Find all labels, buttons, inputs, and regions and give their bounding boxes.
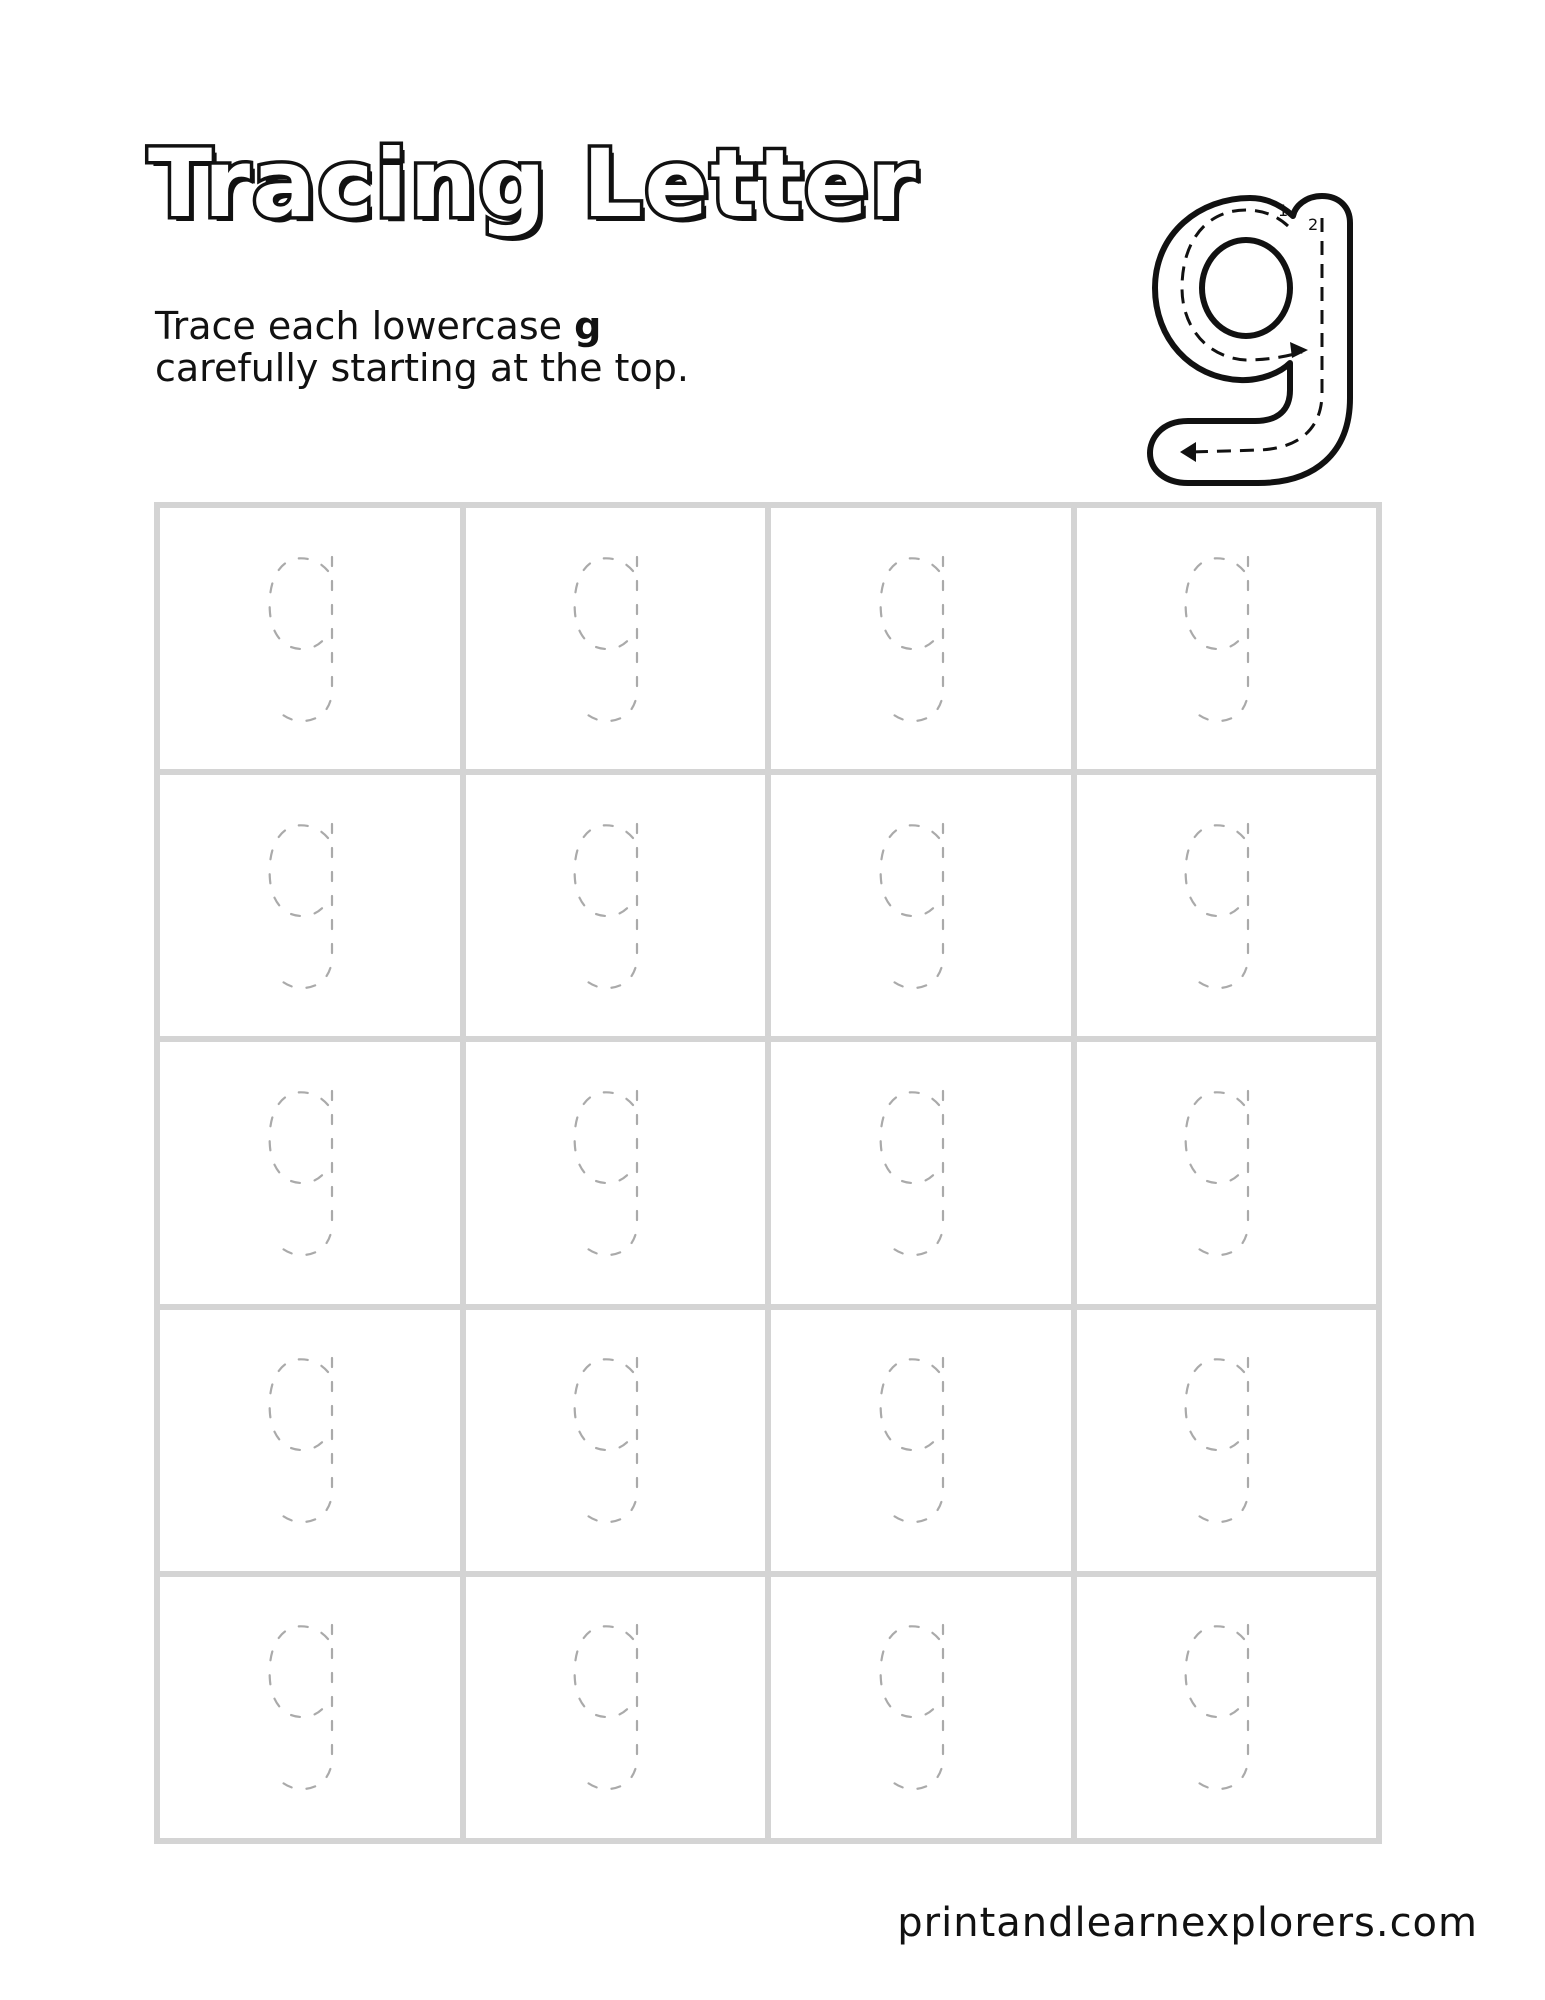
instructions-letter: g [574,304,602,348]
instructions [155,305,689,389]
trace-cell[interactable] [463,1574,769,1841]
trace-cell[interactable] [1074,1574,1380,1841]
instructions-line-1 [155,305,689,347]
footer-website: printandlearnexplorers.com [897,1900,1478,1946]
dashed-letter-g-icon [871,1350,961,1530]
trace-cell[interactable] [1074,505,1380,772]
dashed-letter-g-icon [871,816,961,996]
trace-cell[interactable] [157,1574,463,1841]
dashed-letter-g-icon [260,1617,350,1797]
dashed-letter-g-icon [260,816,350,996]
model-letter-g-icon [1140,178,1380,488]
dashed-letter-g-icon [565,1617,655,1797]
trace-cell[interactable] [157,772,463,1039]
dashed-letter-g-icon [1176,1083,1266,1263]
dashed-letter-g-icon [1176,549,1266,729]
dashed-letter-g-icon [565,1083,655,1263]
trace-cell[interactable] [157,1307,463,1574]
instructions-prefix: Trace each lowercase [155,304,575,348]
dashed-letter-g-icon [871,1083,961,1263]
trace-cell[interactable] [157,505,463,772]
dashed-letter-g-icon [1176,1350,1266,1530]
dashed-letter-g-icon [565,816,655,996]
trace-cell[interactable] [1074,1039,1380,1306]
dashed-letter-g-icon [260,1350,350,1530]
dashed-letter-g-icon [565,1350,655,1530]
tracing-grid [154,502,1382,1844]
dashed-letter-g-icon [871,549,961,729]
trace-cell[interactable] [157,1039,463,1306]
trace-cell[interactable] [768,1307,1074,1574]
trace-cell[interactable] [1074,772,1380,1039]
trace-cell[interactable] [768,1039,1074,1306]
stroke-number-2: 2 [1308,215,1319,234]
trace-cell[interactable] [463,505,769,772]
dashed-letter-g-icon [1176,816,1266,996]
stroke-number-1: 1 [1278,201,1289,220]
dashed-letter-g-icon [260,1083,350,1263]
page-title: Tracing Letter [148,130,919,239]
dashed-letter-g-icon [1176,1617,1266,1797]
trace-cell[interactable] [1074,1307,1380,1574]
trace-cell[interactable] [768,1574,1074,1841]
trace-cell[interactable] [768,772,1074,1039]
trace-cell[interactable] [463,1307,769,1574]
dashed-letter-g-icon [260,549,350,729]
trace-cell[interactable] [463,1039,769,1306]
dashed-letter-g-icon [871,1617,961,1797]
instructions-line-2: carefully starting at the top. [155,346,689,390]
trace-cell[interactable] [463,772,769,1039]
dashed-letter-g-icon [565,549,655,729]
trace-cell[interactable] [768,505,1074,772]
